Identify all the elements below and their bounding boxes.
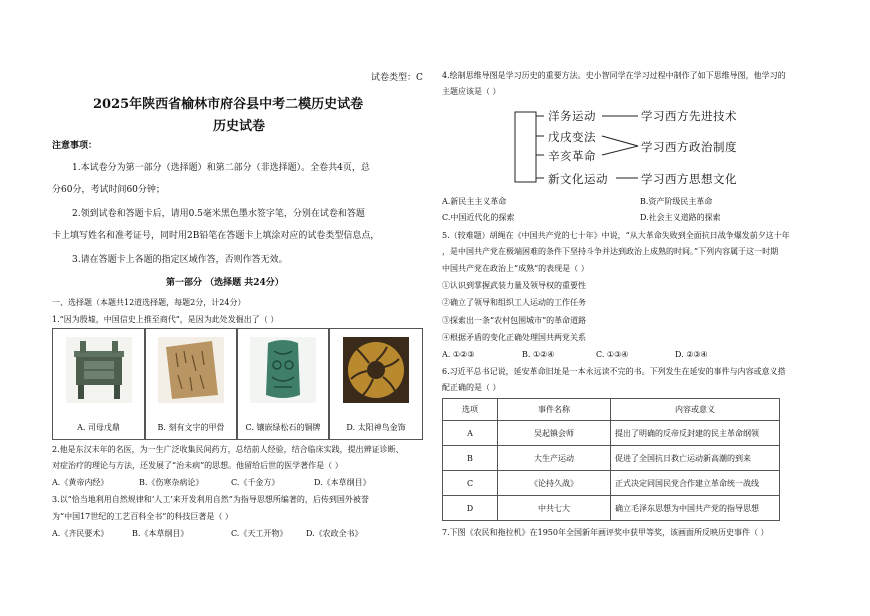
option-image-d [329, 328, 423, 440]
answer-option: B.《伤寒杂病论》 [139, 478, 204, 487]
notice-line: 3.请在答题卡上各题的指定区域作答，否则作答无效。 [72, 255, 288, 265]
answer-option: B.《本草纲目》 [132, 529, 189, 538]
table-header: 选项 [443, 399, 498, 421]
answer-option: D. ②③④ [675, 350, 708, 359]
mindmap-theme: 学习西方思想文化 [641, 172, 737, 186]
answer-option: B.资产阶级民主革命 [640, 197, 713, 206]
mindmap-theme: 学习西方先进技术 [641, 109, 737, 123]
mindmap-event: 洋务运动 [548, 109, 596, 123]
table-header-row [443, 399, 780, 421]
notice-heading: 注意事项： [52, 141, 98, 151]
notice-line: 1.本试卷分为第一部分（选择题）和第二部分（非选择题）。全卷共4页，总 [72, 163, 370, 173]
mindmap-event: 戊戌变法 [548, 130, 596, 144]
table-row [443, 421, 780, 446]
question-1: 1.“因为殷墟，中国信史上推至商代”，是因为此处发掘出了（ ） [52, 315, 279, 324]
question-2-line: 对症治疗的理论与方法，还发展了“治未病”的思想。他留给后世的医学著作是（ ） [52, 461, 343, 470]
notice-line: 卡上填写姓名和准考证号，同时用2B铅笔在答题卡上填涂对应的试卷类型信息点， [52, 231, 380, 241]
table-cell: A [443, 421, 498, 446]
answer-option: C.《天工开物》 [231, 529, 288, 538]
table-cell: 《论持久战》 [498, 471, 611, 496]
table-cell: 促进了全国抗日救亡运动新高潮的到来 [611, 446, 780, 471]
question-3-line: 为“中国17世纪的工艺百科全书”的科技巨著是（ ） [52, 512, 233, 521]
option-image-b [145, 328, 237, 440]
answer-option: D.社会主义道路的探索 [640, 213, 721, 222]
turquoise-plaque-image [250, 337, 316, 403]
question-7: 7.下图《农民和拖拉机》在1950年全国新年画评奖中获甲等奖，该画面所反映历史事件（ ） [442, 528, 769, 537]
statement-item: ①认识到掌握武装力量及领导权的重要性 [442, 281, 586, 290]
table-cell: B [443, 446, 498, 471]
paper-subtitle: 历史试卷 [213, 119, 266, 134]
answer-option: A.《黄帝内经》 [52, 478, 109, 487]
bronze-ding-image [66, 337, 132, 403]
part-heading: 第一部分 （选择题 共24分） [166, 278, 284, 288]
question-6-line: 配正确的是（ ） [442, 383, 501, 392]
question-5-line: 5.（较难题）胡绳在《中国共产党的七十年》中说，“从大革命失败到全面抗日战争爆发前夕这十年 [442, 231, 790, 240]
question-5-line: 中国共产党在政治上“成熟”的表现是（ ） [442, 264, 589, 273]
option-image-a [52, 328, 145, 440]
question-6-line: 6.习近平总书记说，延安革命旧址是一本永远读不完的书。下列发生在延安的事件与内容或意义搭 [442, 367, 786, 376]
mindmap-theme: 学习西方政治制度 [641, 140, 737, 154]
answer-option: C. ①③④ [596, 350, 629, 359]
oracle-bone-image [158, 337, 224, 403]
table-cell: 大生产运动 [498, 446, 611, 471]
answer-option: A.新民主主义革命 [442, 197, 507, 206]
question-3-line: 3.以“恰当地利用自然规律和‘人工’来开发利用自然”为指导思想所编著的，后传到国外被誉 [52, 495, 369, 504]
exam-type: 试卷类型：C [371, 73, 423, 83]
table-header: 内容或意义 [611, 399, 780, 421]
table-cell: C [443, 471, 498, 496]
paper-title: 2025年陕西省榆林市府谷县中考二模历史试卷 [93, 97, 364, 112]
events-table [442, 398, 780, 521]
notice-line: 分60分，考试时间60分钟； [52, 185, 165, 195]
table-header: 事件名称 [498, 399, 611, 421]
answer-option: C.中国近代化的探索 [442, 213, 515, 222]
answer-option: D.《本草纲目》 [314, 478, 371, 487]
table-row [443, 496, 780, 521]
question-4-line: 主题应该是（ ） [442, 87, 501, 96]
answer-option: B. ①②④ [522, 350, 555, 359]
table-cell: 中共七大 [498, 496, 611, 521]
table-cell: 吴起镇会师 [498, 421, 611, 446]
table-cell: 确立毛泽东思想为中国共产党的指导思想 [611, 496, 780, 521]
option-label: B. 刻有文字的甲骨 [157, 423, 225, 432]
statement-item: ②确立了领导和组织工人运动的工作任务 [442, 298, 586, 307]
mindmap-event: 新文化运动 [548, 172, 608, 186]
option-image-c [237, 328, 329, 440]
answer-option: D.《农政全书》 [306, 529, 363, 538]
answer-option: A.《齐民要术》 [52, 529, 109, 538]
statement-item: ④根据矛盾的变化正确处理国共两党关系 [442, 333, 586, 342]
question-2-line: 2.他是东汉末年的名医，为一生广泛收集民间药方，总结前人经验，结合临床实践，提出辨证诊断、 [52, 445, 404, 454]
table-cell: 正式决定同国民党合作建立革命统一战线 [611, 471, 780, 496]
table-cell: D [443, 496, 498, 521]
section-heading: 一、选择题（本题共12道选择题，每题2分，计24分） [52, 298, 246, 307]
option-label: D. 太阳神鸟金饰 [346, 423, 406, 432]
option-label: C. 镶嵌绿松石的铜牌 [245, 423, 321, 432]
notice-line: 2.领到试卷和答题卡后，请用0.5毫米黑色墨水签字笔，分别在试卷和答题 [72, 209, 365, 219]
statement-item: ③探索出一条“农村包围城市”的革命道路 [442, 316, 587, 325]
table-row [443, 471, 780, 496]
answer-option: A. ①②③ [442, 350, 475, 359]
table-row [443, 446, 780, 471]
table-cell: 提出了明确的反帝反封建的民主革命纲领 [611, 421, 780, 446]
question-4-line: 4.绘制思维导图是学习历史的重要方法。史小智同学在学习过程中制作了如下思维导图，他学习的 [442, 71, 786, 80]
question-5-line: ，是中国共产党在极端困难的条件下坚持斗争并达到政治上成熟的时间。”下列内容属于这一时期 [442, 247, 779, 256]
mindmap-event: 辛亥革命 [548, 149, 596, 163]
sun-bird-gold-image [343, 337, 409, 403]
answer-option: C.《千金方》 [231, 478, 280, 487]
option-label: A. 司母戊鼎 [77, 423, 120, 432]
